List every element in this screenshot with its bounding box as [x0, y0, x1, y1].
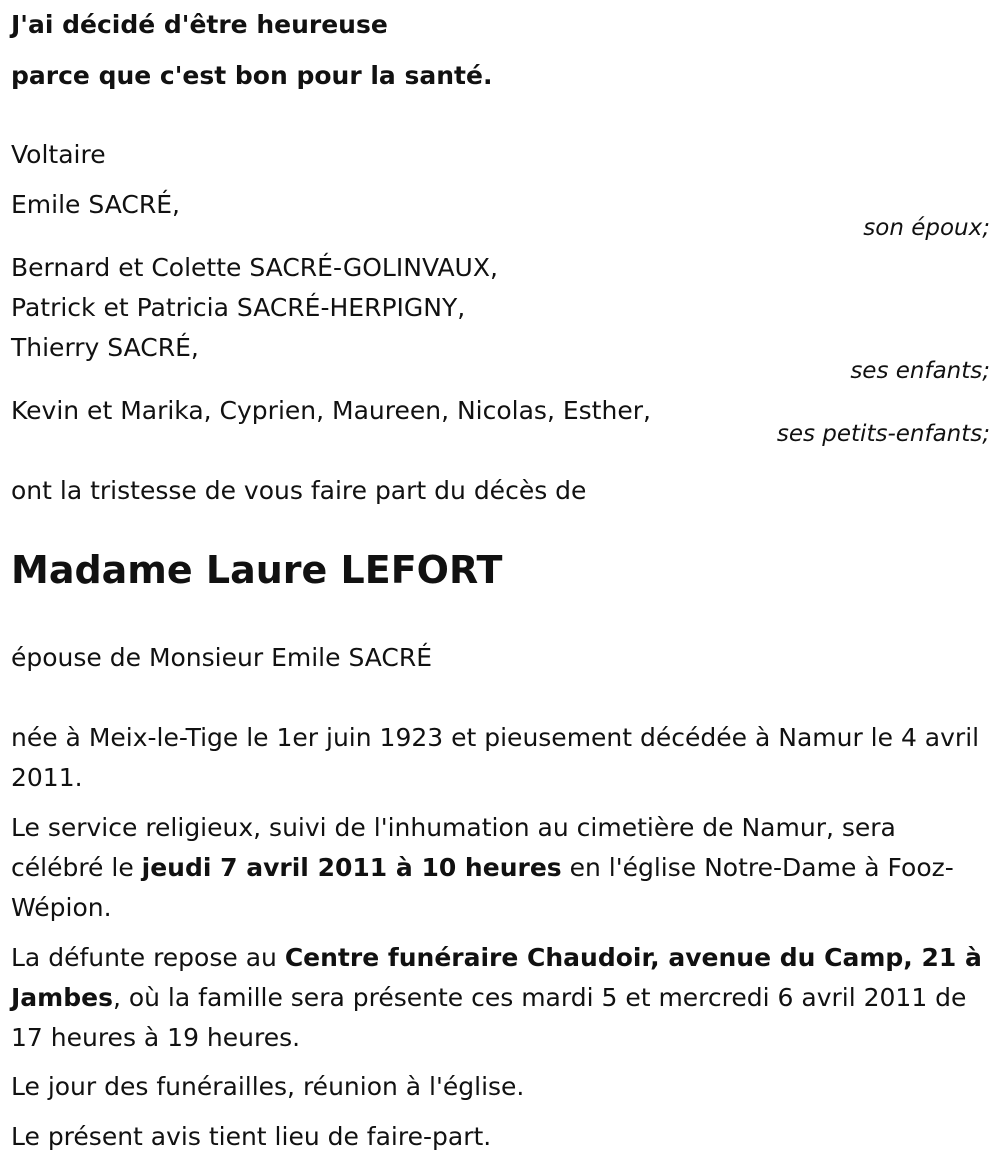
funeral-day-line: Le jour des funérailles, réunion à l'église.	[11, 1072, 525, 1101]
quote-line-2: parce que c'est bon pour la santé.	[11, 61, 493, 90]
announcement-text: ont la tristesse de vous faire part du décès de	[11, 476, 587, 505]
service-paragraph	[11, 808, 986, 928]
repose-text-before: La défunte repose au	[11, 943, 285, 972]
grandchildren-names: Kevin et Marika, Cyprien, Maureen, Nicolas, Esther,	[11, 396, 651, 425]
spouse-role: son époux;	[863, 215, 990, 241]
repose-text-after: , où la famille sera présente ces mardi 5 et mercredi 6 avril 2011 de 17 heures à 19 heures.	[11, 983, 967, 1052]
child-2: Patrick et Patricia SACRÉ-HERPIGNY,	[11, 293, 466, 322]
deceased-name: Madame Laure LEFORT	[11, 548, 503, 592]
birth-death-paragraph: née à Meix-le-Tige le 1er juin 1923 et pieusement décédée à Namur le 4 avril 2011.	[11, 723, 980, 792]
child-1: Bernard et Colette SACRÉ-GOLINVAUX,	[11, 253, 498, 282]
quote-author: Voltaire	[11, 140, 106, 169]
children-role: ses enfants;	[850, 358, 990, 384]
deceased-spouse-line: épouse de Monsieur Emile SACRÉ	[11, 643, 433, 672]
quote-line-1: J'ai décidé d'être heureuse	[11, 10, 388, 39]
repose-paragraph	[11, 938, 986, 1058]
repose-location: Centre funéraire Chaudoir, avenue du Camp, 21 à Jambes	[11, 943, 982, 1012]
service-text-after: en l'église Notre-Dame à Fooz-Wépion.	[11, 853, 954, 922]
notice-line: Le présent avis tient lieu de faire-part.	[11, 1122, 492, 1151]
spouse-name: Emile SACRÉ,	[11, 190, 180, 219]
child-3: Thierry SACRÉ,	[11, 333, 199, 362]
service-date-time: jeudi 7 avril 2011 à 10 heures	[141, 853, 562, 882]
service-text-before: Le service religieux, suivi de l'inhumation au cimetière de Namur, sera célébré le	[11, 813, 896, 882]
grandchildren-role: ses petits-enfants;	[776, 421, 990, 447]
